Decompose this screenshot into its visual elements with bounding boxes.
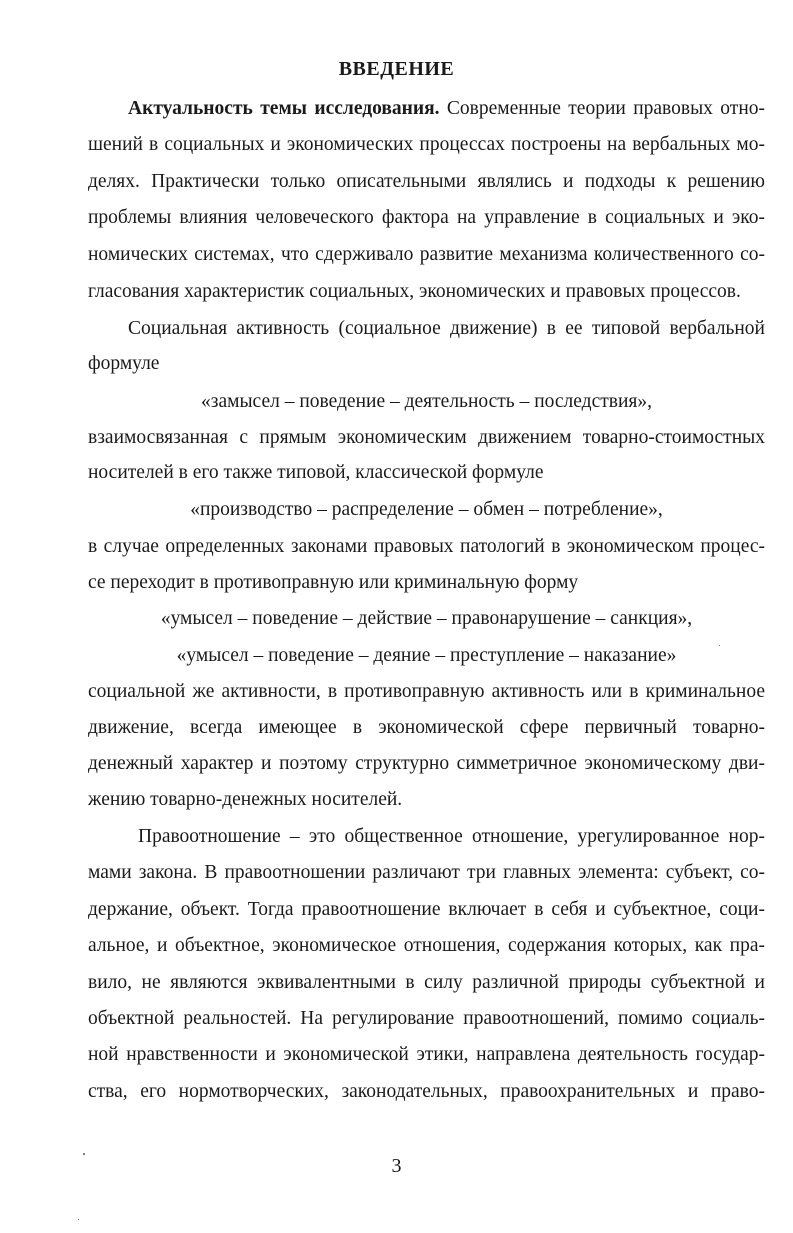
text-line: движение, всегда имеющее в экономической сфере первичный товарно- (88, 717, 765, 738)
text-span: Современные теории правовых отно- (439, 98, 765, 119)
section-lead: Актуальность темы исследования. (128, 98, 440, 119)
text-line: денежный характер и поэтому структурно симметричное экономическому дви- (88, 753, 765, 774)
text-line: держание, объект. Тогда правоотношение включает в себя и субъектное, соци- (88, 899, 765, 920)
text-line: номических системах, что сдерживало развитие механизма количественного со- (88, 244, 765, 265)
text-line (128, 97, 765, 121)
formula-line: «умысел – поведение – действие – правонарушение – санкция», (160, 608, 693, 629)
text-line: ства, его нормотворческих, законодательных, правоохранительных и право- (88, 1081, 765, 1102)
text-line: шений в социальных и экономических процессах построены на вербальных мо- (88, 134, 765, 155)
formula-line: «умысел – поведение – деяние – преступление – наказание» (176, 645, 677, 666)
text-line: объектной реальностей. На регулирование правоотношений, помимо социаль- (88, 1008, 765, 1029)
text-line: альное, и объектное, экономическое отношения, содержания которых, как пра- (88, 935, 765, 956)
text-line: делях. Практически только описательными являлись и подходы к решению (88, 171, 765, 192)
text-line: формуле (88, 353, 160, 374)
text-line: Правоотношение – это общественное отношение, урегулированное нор- (138, 826, 765, 847)
text-line: Социальная активность (социальное движение) в ее типовой вербальной (128, 318, 765, 339)
text-line: се переходит в противоправную или криминальную форму (88, 572, 579, 593)
page-number: 3 (391, 1155, 402, 1177)
text-line: носителей в его также типовой, классической формуле (88, 462, 544, 483)
text-line: жению товарно-денежных носителей. (88, 789, 403, 810)
text-line: в случае определенных законами правовых патологий в экономическом процес- (88, 536, 765, 557)
text-line: проблемы влияния человеческого фактора на управление в социальных и эко- (88, 207, 765, 228)
formula-line: «производство – распределение – обмен – потребление», (190, 499, 663, 520)
page-heading: ВВЕДЕНИЕ (338, 58, 455, 80)
text-line: гласования характеристик социальных, экономических и правовых процессов. (88, 281, 741, 302)
scan-speck (83, 1153, 85, 1155)
scan-speck (78, 1219, 79, 1220)
text-line: социальной же активности, в противоправную активность или в криминальное (88, 681, 765, 702)
formula-line: «замысел – поведение – деятельность – последствия», (201, 391, 652, 412)
text-line: мами закона. В правоотношении различают три главных элемента: субъект, со- (88, 862, 765, 883)
text-line: взаимосвязанная с прямым экономическим движением товарно-стоимостных (88, 427, 765, 448)
text-line: ной нравственности и экономической этики, направлена деятельность государ- (88, 1044, 765, 1065)
scan-speck (719, 645, 720, 646)
text-line: вило, не являются эквивалентными в силу различной природы субъектной и (88, 972, 765, 993)
